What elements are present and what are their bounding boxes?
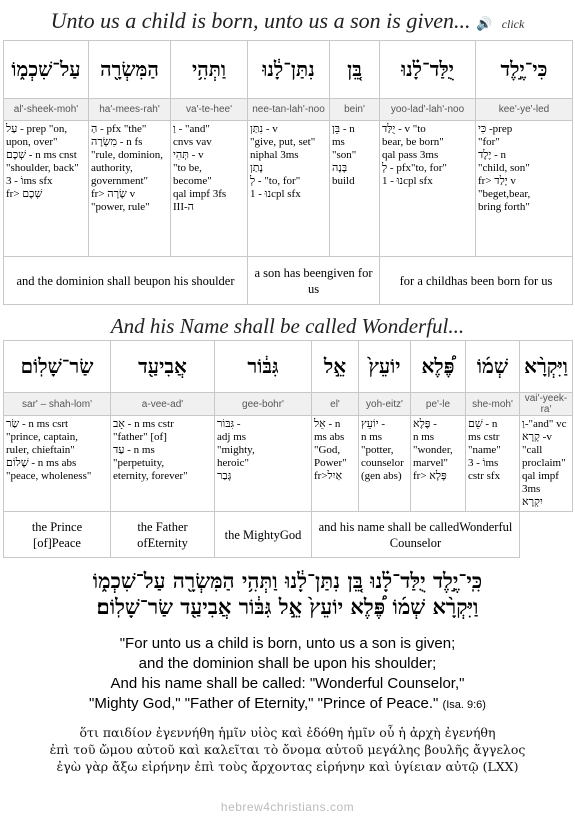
grammar-line: Power" xyxy=(314,457,347,469)
grammar-line: ms cstr xyxy=(468,431,500,443)
hebrew-word: שַׂר־שָׁלֽוֹם xyxy=(4,341,111,393)
verse-heading-2: And his Name shall be called Wonderful... xyxy=(110,314,465,338)
verse-reference: (Isa. 9:6) xyxy=(442,699,486,711)
grammar-notes xyxy=(248,121,330,257)
transliteration: she-moh' xyxy=(466,393,520,416)
grammar-line: counselor xyxy=(361,457,404,469)
transliteration: sar' – shah-lom' xyxy=(4,393,111,416)
verse-english-line-1: "For unto us a child is born, unto us a son is given; xyxy=(119,635,456,652)
grammar-line: "beget,bear, xyxy=(478,188,531,200)
hebrew-word: גִּבּ֔וֹר xyxy=(215,341,312,393)
grammar-line: "peace, wholeness" xyxy=(6,470,92,482)
grammar-line: bear, be born" xyxy=(382,136,444,148)
grammar-notes xyxy=(466,416,520,512)
grammar-line: יֻלַּד - v "to xyxy=(382,123,426,135)
grammar-line: n ms xyxy=(413,431,435,443)
grammar-notes xyxy=(171,121,248,257)
grammar-line: שַׂר - n ms csrt xyxy=(6,418,69,430)
grammar-line: "rule, dominion, xyxy=(91,149,164,161)
grammar-line: bring forth" xyxy=(478,201,530,213)
grammar-line: proclaim" xyxy=(522,457,566,469)
word-table-2 xyxy=(3,340,573,558)
grammar-line: מִשְׂרָה - n fs xyxy=(91,136,143,148)
translation-line: has been born for us xyxy=(451,273,553,288)
grammar-line: יֶלֶד - n xyxy=(478,149,506,161)
grammar-line: ruler, chieftain" xyxy=(6,444,75,456)
grammar-line: fr>אַיִל xyxy=(314,470,343,482)
grammar-line: נָתַן xyxy=(250,162,264,174)
grammar-line: "child, son" xyxy=(478,162,530,174)
hebrew-word: פֶּ֠לֶא xyxy=(411,341,466,393)
grammar-line: אָב - n ms cstr xyxy=(113,418,174,430)
grammar-line: נִתַּן - v xyxy=(250,123,278,135)
grammar-line: qal pass 3ms xyxy=(382,149,439,161)
word-table-1 xyxy=(3,40,573,305)
verse-greek-line-2: ἐπὶ τοῦ ὤμου αὐτοῦ καὶ καλεῖται τὸ ὄνομα αὐτοῦ μεγάλης βουλῆς ἄγγελος xyxy=(49,742,526,757)
grammar-line: (gen abs) xyxy=(361,470,402,482)
grammar-line: וַ-"and" vc xyxy=(522,418,567,430)
grammar-line: גָּבַר xyxy=(217,470,232,482)
grammar-line: government" xyxy=(91,175,149,187)
grammar-line: "wonder, xyxy=(413,444,453,456)
translation-line: for a child xyxy=(399,273,451,288)
translation-line: the Prince [of] xyxy=(31,519,83,550)
translation-line: Peace xyxy=(51,535,81,550)
grammar-line: upon, over" xyxy=(6,136,58,148)
grammar-line: "power, rule" xyxy=(91,201,150,213)
grammar-line: ms abs xyxy=(314,431,345,443)
grammar-line: וַ - "and" xyxy=(173,123,210,135)
grammar-line: יוֹעֵץ - xyxy=(361,418,386,430)
grammar-notes xyxy=(359,416,411,512)
grammar-notes xyxy=(89,121,171,257)
verse-english-line-2: and the dominion shall be upon his shoulder; xyxy=(138,655,437,672)
grammar-line: "potter, xyxy=(361,444,394,456)
grammar-line: become" xyxy=(173,175,212,187)
grammar-line: "to be, xyxy=(173,162,202,174)
grammar-line: III-ה xyxy=(173,201,194,213)
grammar-line: heroic" xyxy=(217,457,249,469)
grammar-line: תְּהִי - v xyxy=(173,149,204,161)
grammar-line: כִּי -prep xyxy=(478,123,513,135)
translation-line: a son has been xyxy=(254,265,328,280)
site-watermark: hebrew4christians.com xyxy=(220,800,355,814)
grammar-line: נוּ - 1cpl sfx xyxy=(382,175,433,187)
grammar-line: שֵׁם - n xyxy=(468,418,498,430)
speaker-icon[interactable]: 🔊 xyxy=(476,16,493,31)
verse-english-line-3: And his name shall be called: "Wonderful Counselor," xyxy=(110,675,465,692)
hebrew-word: וַיִּקְרָ֨א xyxy=(520,341,573,393)
grammar-notes xyxy=(476,121,573,257)
grammar-line: fr> שְׁכֶם xyxy=(6,188,43,200)
hebrew-word: יוֹעֵץ֙ xyxy=(359,341,411,393)
translation-phrase xyxy=(4,512,111,558)
translation-line: Wonderful Counselor xyxy=(389,519,513,550)
grammar-line: גִּבּוֹר - xyxy=(217,418,241,430)
grammar-line: "give, put, set" xyxy=(250,136,316,148)
hebrew-word: וַתְּהִ֥י xyxy=(171,41,248,99)
verse-hebrew-line-1: כִּֽי־יֶ֣לֶד יֻלַּד־לָ֗נוּ בֵּ֚ן נִתַּן־לָ֔נוּ וַתְּהִ֥י הַמִּשְׂרָ֖ה עַל־שִׁכְמ֑וֹ xyxy=(92,568,483,593)
grammar-notes xyxy=(330,121,380,257)
grammar-line: marvel" xyxy=(413,457,449,469)
hebrew-word: שְׁמ֜וֹ xyxy=(466,341,520,393)
grammar-line: הַ - pfx "the" xyxy=(91,123,147,135)
verse-greek-line-3: ἐγὼ γὰρ ἄξω εἰρήνην ἐπὶ τοὺς ἄρχοντας εἰρήνην καὶ ὑγίειαν αὐτῷ (LXX) xyxy=(56,759,519,774)
grammar-line: "for" xyxy=(478,136,500,148)
grammar-line: אֵל - n xyxy=(314,418,341,430)
grammar-line: fr> פָּלָא xyxy=(413,470,447,482)
translation-line: and the dominion shall be xyxy=(16,273,146,288)
grammar-line: פֶּלֶא - xyxy=(413,418,437,430)
grammar-notes xyxy=(312,416,359,512)
grammar-line: qal impf 3ms xyxy=(522,470,559,495)
grammar-line: שָׁלוֹם - n ms abs xyxy=(6,457,77,469)
translation-line: and his name shall be called xyxy=(318,519,460,534)
transliteration: a-vee-ad' xyxy=(111,393,215,416)
verse-heading-1 xyxy=(0,4,575,38)
grammar-line: לְ - pfx"to, for" xyxy=(382,162,447,174)
translation-phrase xyxy=(4,257,248,305)
click-audio-link[interactable]: click xyxy=(501,17,525,31)
grammar-line: cnvs vav xyxy=(173,136,212,148)
transliteration: va'-te-hee' xyxy=(171,99,248,121)
grammar-line: niphal 3ms xyxy=(250,149,299,161)
translation-line: the Father of xyxy=(137,519,188,550)
transliteration: al'-sheek-moh' xyxy=(4,99,89,121)
verse-english-line-4-text: "Mighty God," "Father of Eternity," "Prince of Peace." xyxy=(89,695,439,712)
grammar-notes xyxy=(380,121,476,257)
translation-line: upon his shoulder xyxy=(145,273,235,288)
translation-line: the Mighty xyxy=(224,527,280,542)
grammar-line: qal impf 3fs xyxy=(173,188,227,200)
translation-phrase xyxy=(380,257,573,305)
hebrew-word: אֲבִיעַ֖ד xyxy=(111,341,215,393)
grammar-line: שְׁכֶם - n ms cnst xyxy=(6,149,77,161)
grammar-line: יִקְרָא xyxy=(522,496,543,508)
hebrew-word: נִתַּן־לָ֔נוּ xyxy=(248,41,330,99)
grammar-line: וֹ - 3ms sfx xyxy=(6,175,53,187)
hebrew-word: יֻלַּד־לָ֗נוּ xyxy=(380,41,476,99)
grammar-line: "shoulder, back" xyxy=(6,162,79,174)
grammar-line: "father" [of] xyxy=(113,431,167,443)
hebrew-word: בֵּ֚ן xyxy=(330,41,380,99)
grammar-line: cstr sfx xyxy=(468,470,501,482)
verse-greek-line-1: ὅτι παιδίον ἐγεννήθη ἡμῖν υἱὸς καὶ ἐδόθη ἡμῖν οὗ ἡ ἀρχὴ ἐγενήθη xyxy=(79,725,496,740)
grammar-notes xyxy=(215,416,312,512)
translation-line: given for us xyxy=(307,265,373,296)
transliteration: kee'-ye'-led xyxy=(476,99,573,121)
transliteration: ha'-mees-rah' xyxy=(89,99,171,121)
transliteration: yoh-eitz' xyxy=(359,393,411,416)
grammar-line: fr> שָׂרָה v xyxy=(91,188,136,200)
grammar-line: eternity, forever" xyxy=(113,470,188,482)
grammar-line: adj ms xyxy=(217,431,247,443)
grammar-line: וֹ - 3ms xyxy=(468,457,499,469)
grammar-line: "God, xyxy=(314,444,341,456)
translation-phrase xyxy=(111,512,215,558)
grammar-notes xyxy=(111,416,215,512)
grammar-notes xyxy=(4,121,89,257)
grammar-line: נוּ - 1cpl sfx xyxy=(250,188,301,200)
hebrew-word: כִּי־יֶ֣לֶד xyxy=(476,41,573,99)
grammar-line: ms xyxy=(332,136,345,148)
grammar-line: עַד - n ms xyxy=(113,444,155,456)
transliteration: bein' xyxy=(330,99,380,121)
translation-phrase xyxy=(312,512,520,558)
translation-phrase xyxy=(248,257,380,305)
grammar-notes xyxy=(4,416,111,512)
hebrew-word: הַמִּשְׂרָ֖ה xyxy=(89,41,171,99)
grammar-line: build xyxy=(332,175,355,187)
grammar-line: "mighty, xyxy=(217,444,255,456)
grammar-line: עַל - prep "on, xyxy=(6,123,68,135)
grammar-line: "son" xyxy=(332,149,357,161)
grammar-line: לְ - "to, for" xyxy=(250,175,301,187)
transliteration: yoo-lad'-lah'-noo xyxy=(380,99,476,121)
verse-hebrew-line-2: וַיִּקְרָ֨א שְׁמ֜וֹ פֶּ֠לֶא יוֹעֵץ֙ אֵ֣ל גִּבּ֔וֹר אֲבִיעַ֖ד שַׂר־שָׁלֽוֹם׃ xyxy=(96,594,479,619)
grammar-line: "prince, captain, xyxy=(6,431,78,443)
transliteration: pe'-le xyxy=(411,393,466,416)
translation-line: God xyxy=(279,527,302,542)
transliteration: vai'-yeek-ra' xyxy=(520,393,573,416)
grammar-line: n ms xyxy=(361,431,383,443)
grammar-notes xyxy=(411,416,466,512)
grammar-line: בָּנָה xyxy=(332,162,348,174)
transliteration: nee-tan-lah'-noo xyxy=(248,99,330,121)
grammar-line: קָרָא -v "call xyxy=(522,431,552,456)
grammar-notes xyxy=(520,416,573,512)
transliteration: gee-bohr' xyxy=(215,393,312,416)
translation-line: Eternity xyxy=(147,535,188,550)
grammar-line: fr> יָלַד v xyxy=(478,175,516,187)
translation-phrase xyxy=(215,512,312,558)
grammar-line: authority, xyxy=(91,162,133,174)
verse-english-line-4 xyxy=(0,694,575,715)
grammar-line: בֵּן - n xyxy=(332,123,355,135)
hebrew-word: עַל־שִׁכְמ֑וֹ xyxy=(4,41,89,99)
transliteration: el' xyxy=(312,393,359,416)
heading-1-text: Unto us a child is born, unto us a son is given... xyxy=(50,8,471,33)
hebrew-word: אֵ֣ל xyxy=(312,341,359,393)
grammar-line: "name" xyxy=(468,444,501,456)
grammar-line: "perpetuity, xyxy=(113,457,165,469)
